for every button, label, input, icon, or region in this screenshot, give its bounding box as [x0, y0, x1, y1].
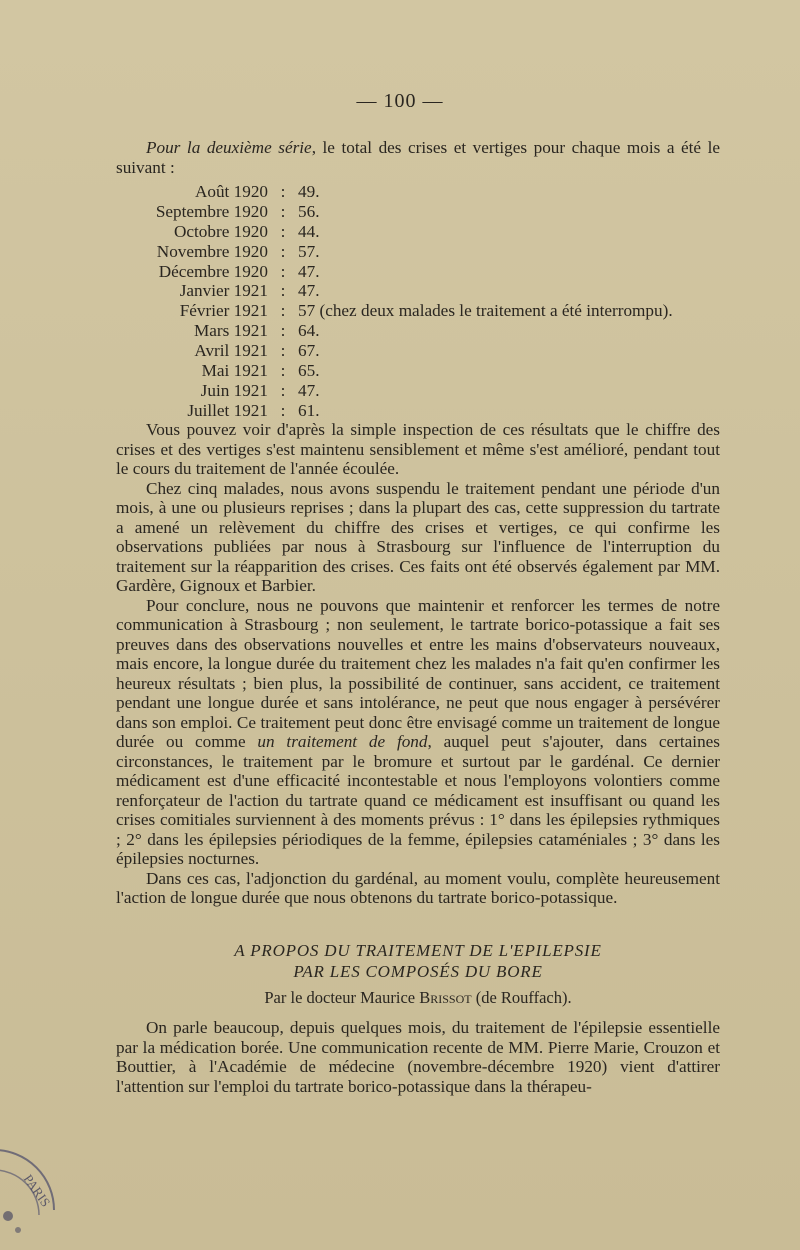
- stamp-text: PARIS: [20, 1171, 54, 1210]
- article-author: [116, 988, 720, 1008]
- series-row: [116, 262, 736, 282]
- series-month: Juillet 1921: [187, 400, 268, 420]
- series-month: Décembre 1920: [158, 261, 268, 281]
- series-row: [116, 381, 736, 401]
- series-row: [116, 242, 736, 262]
- series-row: [116, 281, 736, 301]
- series-row: [116, 222, 736, 242]
- monthly-series-list: [116, 182, 736, 421]
- author-prefix: Par le docteur Maurice: [264, 988, 420, 1007]
- paragraph-3: [116, 596, 720, 869]
- paragraph-3-part-a: Pour conclure, nous ne pouvons que maintenir et renforcer les termes de notre communication à Strasbourg ; non seulement, le tartrate borico-potassique a fait ses preuves dans des observations nouvelles et entre les mains d'observateurs nouveaux, mais encore, la longue durée du traitement chez les malades n'a fait qu'en confirmer les heureux résultats ; bien plus, la possibilité de continuer, sans accident, ce traitement pendant une longue durée et sans intolérance, ne peut que nous engager à persévérer dans son emploi. Ce traitement peut donc être envisagé comme un traitement de longue durée ou comme: [116, 595, 720, 751]
- series-value: 47.: [298, 380, 320, 400]
- paragraph-4: Dans ces cas, l'adjonction du gardénal, au moment voulu, complète heureusement l'action de longue durée que nous obtenons du tartrate borico-potassique.: [116, 868, 720, 907]
- series-separator: :: [280, 201, 286, 221]
- intro-rest: , le total des crises et vertiges pour chaque mois a été le suivant :: [116, 138, 720, 177]
- series-separator: :: [280, 380, 286, 400]
- series-month: Février 1921: [179, 301, 268, 321]
- series-separator: :: [280, 301, 286, 321]
- series-month: Juin 1921: [200, 380, 268, 400]
- series-value: 47.: [298, 261, 320, 281]
- series-row: [116, 341, 736, 361]
- author-suffix: (de Rouffach).: [471, 988, 572, 1007]
- series-month: Août 1920: [194, 182, 268, 201]
- series-row: [116, 182, 736, 202]
- intro-italic: Pour la deuxième série: [146, 138, 312, 157]
- library-stamp: [0, 1140, 64, 1250]
- series-separator: :: [280, 182, 286, 201]
- series-value: 49.: [298, 182, 320, 201]
- series-separator: :: [280, 261, 286, 281]
- series-separator: :: [280, 341, 286, 361]
- series-separator: :: [280, 241, 286, 261]
- series-value: 44.: [298, 221, 320, 241]
- series-value: 61.: [298, 400, 320, 420]
- series-separator: :: [280, 321, 286, 341]
- series-month: Avril 1921: [194, 341, 268, 361]
- series-separator: :: [280, 361, 286, 381]
- series-row: [116, 321, 736, 341]
- article-title-line-2: PAR LES COMPOSÉS DU BORE: [293, 962, 543, 981]
- series-value: 47.: [298, 281, 320, 301]
- series-separator: :: [280, 281, 286, 301]
- series-month: Octobre 1920: [173, 221, 268, 241]
- series-value: 56.: [298, 201, 320, 221]
- paragraph-2: Chez cinq malades, nous avons suspendu le traitement pendant une période d'un mois, à une ou plusieurs reprises ; dans la plupart des cas, cette suppression du tartrate a amené un relèvement du chiffre des crises et vertiges, ce qui confirme les observations publiées par nous à Strasbourg sur l'influence de l'interruption du traitement sur la réapparition des crises. Ces faits ont été observés également par MM. Gardère, Gignoux et Barbier.: [116, 478, 720, 595]
- series-month: Mars 1921: [194, 321, 268, 341]
- series-month: Janvier 1921: [179, 281, 268, 301]
- series-value: 67.: [298, 341, 320, 361]
- intro-paragraph: [116, 138, 720, 177]
- series-row: [116, 301, 736, 321]
- series-row: [116, 401, 736, 421]
- series-row: [116, 202, 736, 222]
- series-value: 57 (chez deux malades le traitement a été interrompu).: [298, 301, 673, 321]
- article-paragraph-1: On parle beaucoup, depuis quelques mois, du traitement de l'épilepsie essentielle par la médication borée. Une communication recente de MM. Pierre Marie, Crouzon et Bouttier, à l'Académie de médecine (novembre-décembre 1920) vient d'attirer l'attention sur l'emploi du tartrate borico-potassique dans la thérapeu-: [116, 1018, 720, 1096]
- series-value: 65.: [298, 361, 320, 381]
- paragraph-3-part-b: , auquel peut s'ajouter, dans certaines circonstances, le traitement par le bromure et surtout par le gardénal. Ce dernier médicament est d'une efficacité incontestable et nous l'employons volontiers comme renforçateur de l'action du tartrate quand ce médicament est insuffisant ou quand les crises comitiales surviennent à des moments prévus : 1° dans les épilepsies rythmiques ; 2° dans les épilepsies périodiques de la femme, épilepsies cataméniales ; 3° dans les épilepsies nocturnes.: [116, 732, 720, 868]
- series-row: [116, 361, 736, 381]
- author-name: Brissot: [419, 988, 472, 1007]
- article-section: [116, 940, 720, 1096]
- series-month: Mai 1921: [201, 361, 268, 381]
- article-title-line-1: A PROPOS DU TRAITEMENT DE L'EPILEPSIE: [234, 941, 602, 960]
- series-month: Septembre 1920: [155, 201, 268, 221]
- series-month: Novembre 1920: [156, 241, 268, 261]
- paragraph-3-emphasis: un traitement de fond: [257, 732, 428, 751]
- series-separator: :: [280, 221, 286, 241]
- series-value: 64.: [298, 321, 320, 341]
- page-number: — 100 —: [356, 90, 444, 112]
- series-value: 57.: [298, 241, 320, 261]
- series-separator: :: [280, 400, 286, 420]
- body-text: [116, 420, 720, 908]
- paragraph-1: Vous pouvez voir d'après la simple inspection de ces résultats que le chiffre des crises et des vertiges s'est maintenu sensiblement et même s'est amélioré, pendant tout le cours du traitement de l'année écoulée.: [116, 420, 720, 478]
